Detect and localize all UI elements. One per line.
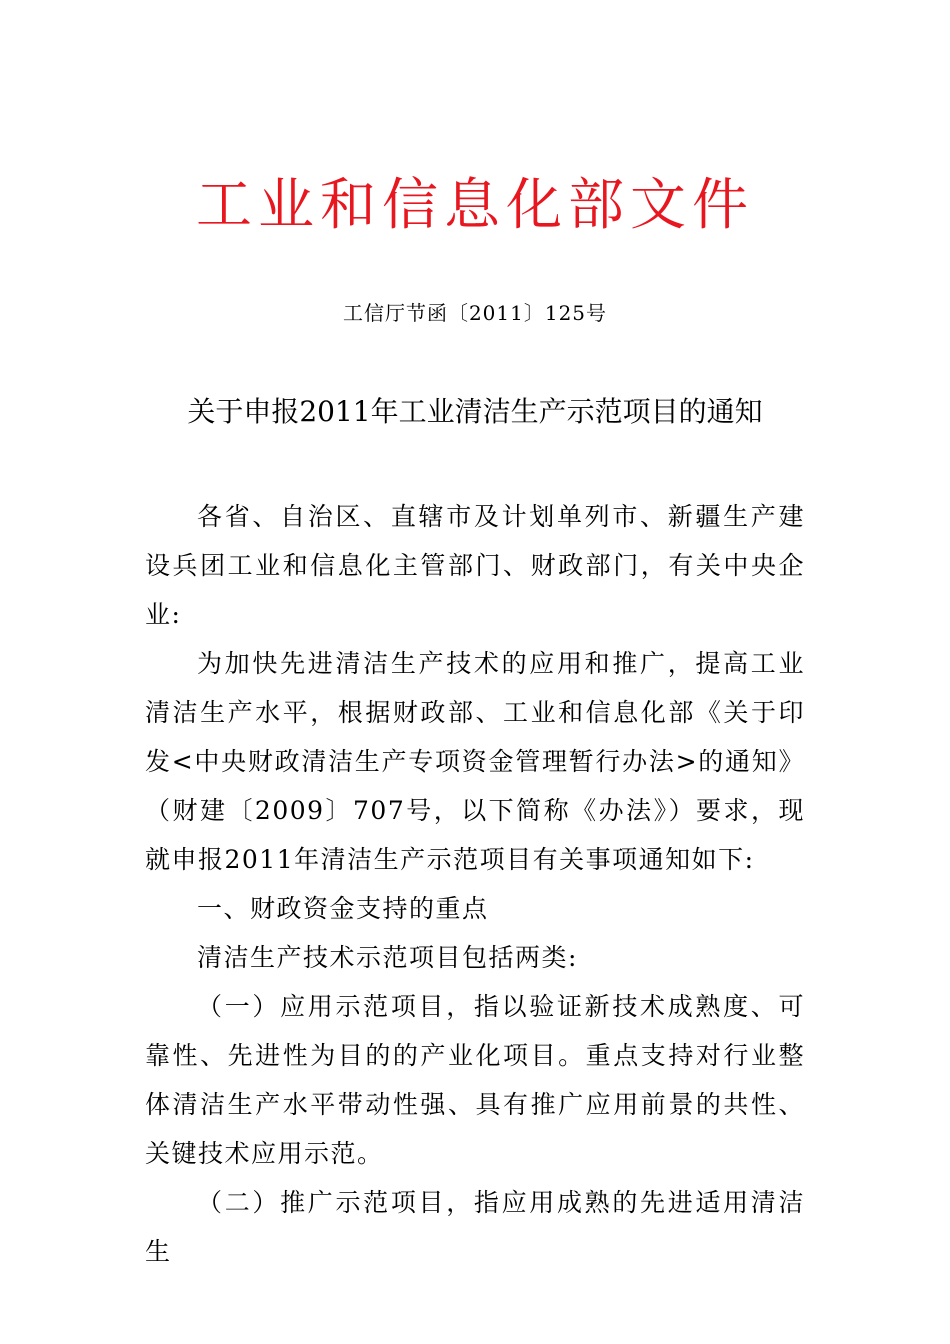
body-paragraph: （二）推广示范项目，指应用成熟的先进适用清洁生 [145, 1188, 805, 1266]
document-number: 工信厅节函〔2011〕125号 [342, 301, 608, 325]
intro-paragraph: 为加快先进清洁生产技术的应用和推广，提高工业清洁生产水平，根据财政部、工业和信息化部《关于印发<中央财政清洁生产专项资金管理暂行办法>的通知》（财建〔2009〕707号，以下简称《办法》）要求，现就申报2011年清洁生产示范项目有关事项通知如下: [145, 649, 805, 874]
body-paragraph: 清洁生产技术示范项目包括两类: [197, 943, 578, 972]
document-header-title: 工业和信息化部文件 [196, 173, 754, 238]
salutation-paragraph: 各省、自治区、直辖市及计划单列市、新疆生产建设兵团工业和信息化主管部门、财政部门，有关中央企业: [145, 502, 805, 629]
section-heading: 一、财政资金支持的重点 [197, 894, 489, 923]
document-body [145, 492, 805, 1276]
body-paragraph: （一）应用示范项目，指以验证新技术成熟度、可靠性、先进性为目的的产业化项目。重点支持对行业整体清洁生产水平带动性强、具有推广应用前景的共性、关键技术应用示范。 [145, 992, 805, 1168]
document-subject: 关于申报2011年工业清洁生产示范项目的通知 [187, 395, 763, 428]
